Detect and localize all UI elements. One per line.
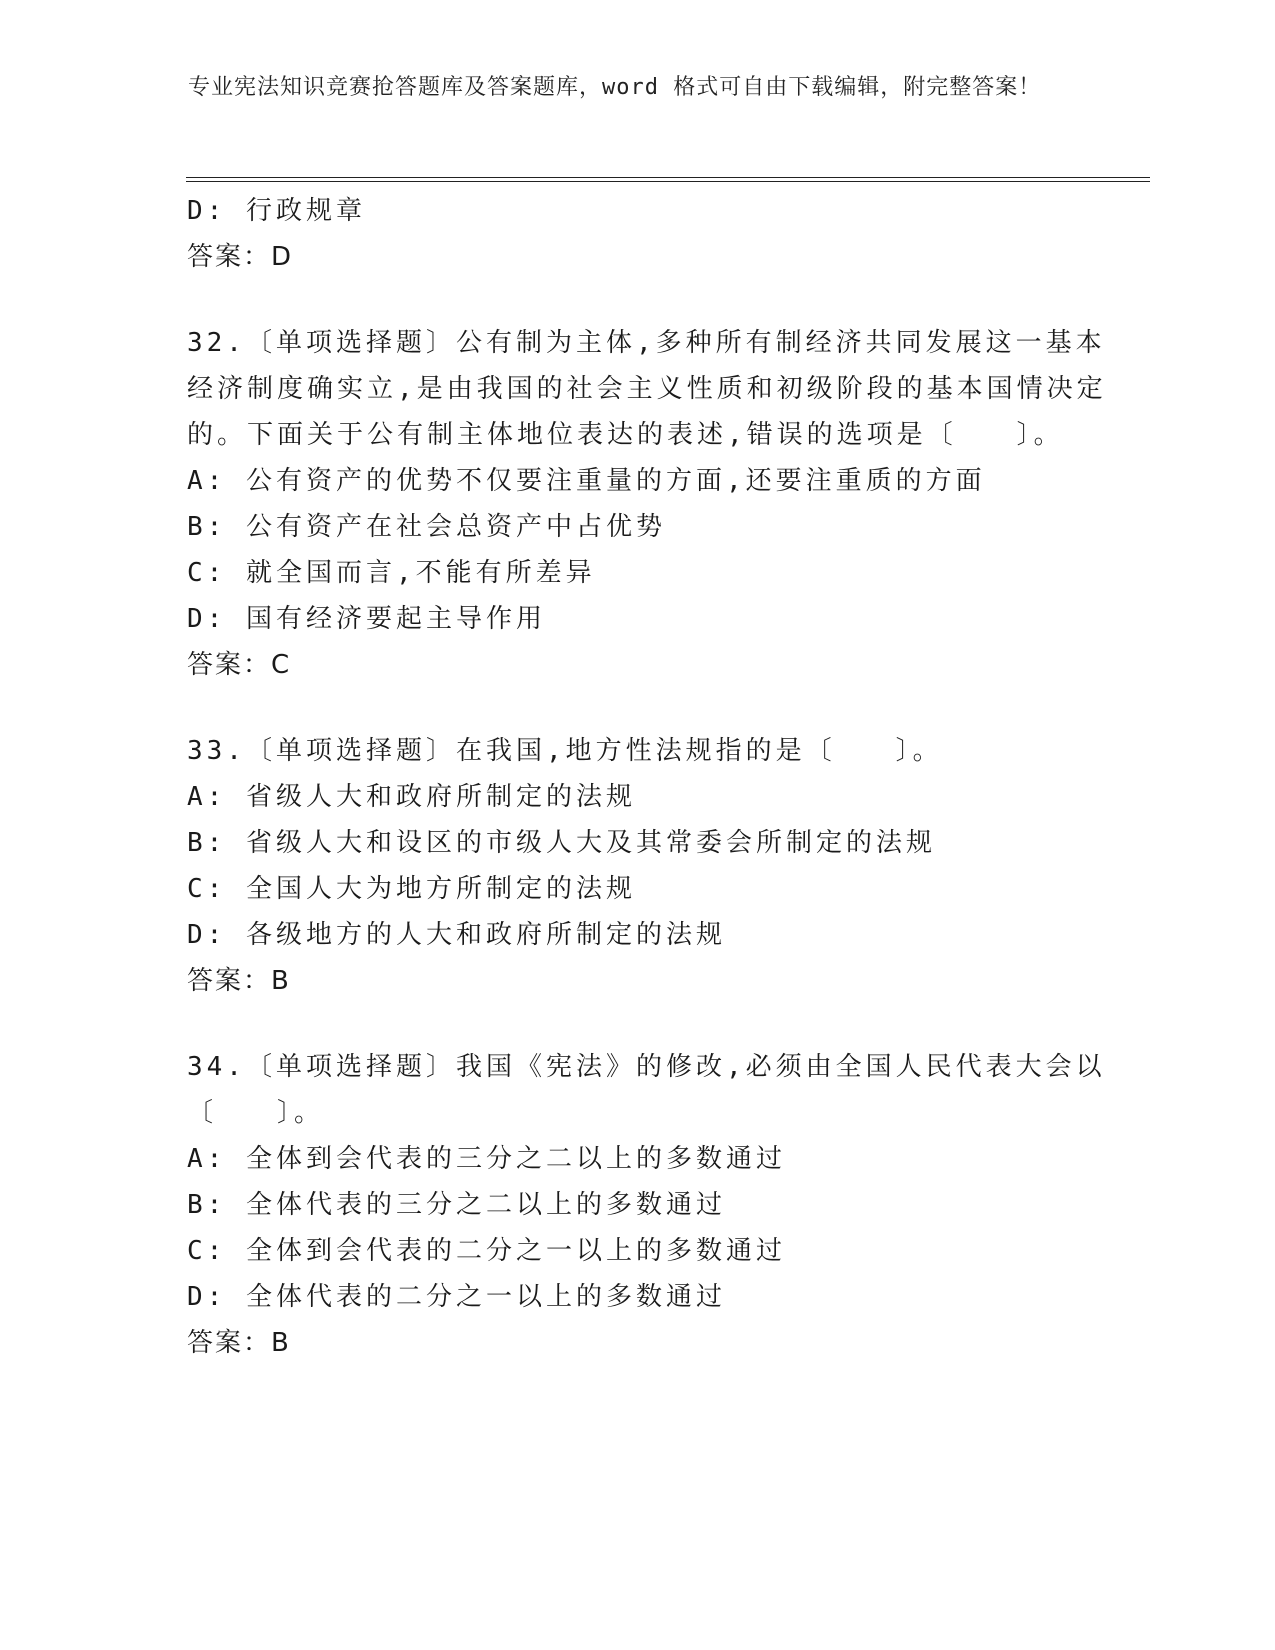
question-stem [187,320,1107,458]
document-content [187,188,1107,1366]
answer: 答案：D [187,242,294,272]
question-33 [187,728,1087,1004]
option-b: B: 全体代表的三分之二以上的多数通过 [187,1190,726,1220]
option-d: D: 全体代表的二分之一以上的多数通过 [187,1282,726,1312]
option-c: C: 就全国而言,不能有所差异 [187,558,596,588]
answer: 答案：C [187,650,292,680]
stem-line: 的。下面关于公有制主体地位表达的表述,错误的选项是〔 〕。 [187,420,1064,450]
question-stem [187,728,1087,774]
option-a: A: 省级人大和政府所制定的法规 [187,782,636,812]
option-b: B: 省级人大和设区的市级人大及其常委会所制定的法规 [187,828,936,858]
header-rule-bottom [186,181,1150,182]
stem-line: 32.〔单项选择题〕公有制为主体,多种所有制经济共同发展这一基本 [187,328,1106,358]
option-b: B: 公有资产在社会总资产中占优势 [187,512,666,542]
answer: 答案：B [187,966,291,996]
page-header: 专业宪法知识竞赛抢答题库及答案题库，word 格式可自由下载编辑，附完整答案！ [188,75,1042,100]
question-stem [187,1044,1106,1136]
question-34 [187,1044,1106,1366]
option-c: C: 全体到会代表的二分之一以上的多数通过 [187,1236,786,1266]
header-rule-top [186,177,1150,178]
spacer [187,1004,1087,1044]
stem-line: 〔 〕。 [187,1098,325,1128]
option-d: D: 国有经济要起主导作用 [187,604,546,634]
option-a: A: 全体到会代表的三分之二以上的多数通过 [187,1144,786,1174]
stem-line: 经济制度确实立,是由我国的社会主义性质和初级阶段的基本国情决定 [187,374,1107,404]
stem-line: 34.〔单项选择题〕我国《宪法》的修改,必须由全国人民代表大会以 [187,1052,1106,1082]
option-d: D: 各级地方的人大和政府所制定的法规 [187,920,726,950]
option-a: A: 公有资产的优势不仅要注重量的方面,还要注重质的方面 [187,466,986,496]
spacer [187,280,1087,320]
spacer [187,688,1087,728]
option-d: D: 行政规章 [187,196,366,226]
option-c: C: 全国人大为地方所制定的法规 [187,874,636,904]
stem-line: 33.〔单项选择题〕在我国,地方性法规指的是〔 〕。 [187,736,943,766]
answer: 答案：B [187,1328,291,1358]
question-32 [187,320,1107,688]
